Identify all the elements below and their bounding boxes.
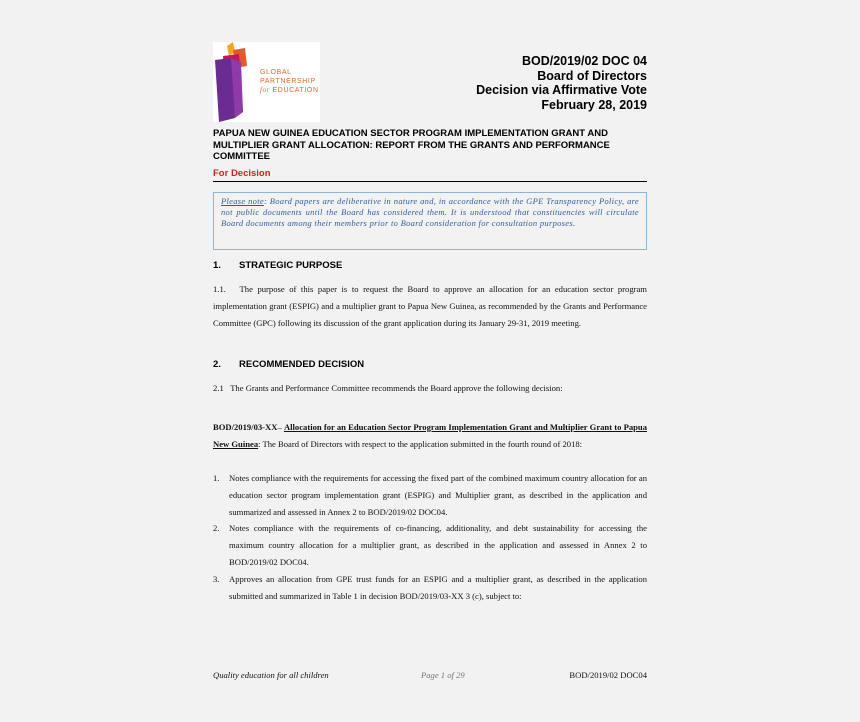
note-lead: Please note — [221, 196, 264, 206]
logo-line-1: GLOBAL — [260, 69, 292, 76]
footer-doc-id: BOD/2019/02 DOC04 — [569, 670, 647, 680]
list-item — [213, 470, 647, 520]
list-item-number: 1. — [213, 473, 220, 483]
decision-paragraph — [213, 419, 647, 453]
book-mark-icon — [213, 42, 263, 122]
list-item-text: Approves an allocation from GPE trust funds for an ESPIG and a multiplier grant, as described in the application submitted and summarized in Table 1 in decision BOD/2019/03-XX 3 (c), subject to: — [229, 573, 647, 601]
logo-for: for — [260, 86, 270, 94]
paragraph-2-1: 2.1 The Grants and Performance Committee recommends the Board approve the following decision: — [213, 383, 563, 393]
doc-date: February 28, 2019 — [541, 97, 647, 112]
logo-line-3 — [260, 86, 319, 95]
footer-tagline: Quality education for all children — [213, 670, 329, 680]
decision-heading: Allocation for an Education Sector Program Implementation Grant and Multiplier Grant to Papua New Guinea — [213, 422, 647, 449]
section-heading-1 — [213, 260, 342, 271]
section-number: 1. — [213, 260, 221, 271]
list-item — [213, 520, 647, 570]
note-text: : Board papers are deliberative in nature and, in accordance with the GPE Transparency Policy, are not public documents until the Board has considered them. It is understood that constituencies will circulate Board documents among their members prior to Board consideration for consultation purposes. — [221, 196, 640, 229]
board-label: Board of Directors — [537, 68, 647, 83]
decision-intro: : The Board of Directors with respect to the application submitted in the fourth round of 2018: — [258, 438, 583, 449]
section-heading-2 — [213, 359, 364, 370]
vote-label: Decision via Affirmative Vote — [476, 83, 647, 97]
logo-line-2: PARTNERSHIP — [260, 78, 316, 85]
section-title: STRATEGIC PURPOSE — [239, 260, 343, 271]
list-item-text: Notes compliance with the requirements of co-financing, additionality, and debt sustainability for accessing the maximum country allocation for a multiplier grant, as described in the application and assessed in Annex 2 to BOD/2019/02 DOC04. — [229, 523, 647, 567]
list-item-number: 3. — [213, 573, 220, 584]
page-number: Page 1 of 29 — [421, 670, 465, 680]
paragraph-1-1: 1.1. The purpose of this paper is to request the Board to approve an allocation for an education sector program implementation grant (ESPIG) and a multiplier grant to Papua New Guinea, as recommended by the Grants and Performance Committee (GPC) following its discussion of the grant application during its January 29-31, 2019 meeting. — [213, 284, 647, 328]
for-decision-label: For Decision — [213, 168, 271, 179]
doc-id: BOD/2019/02 DOC 04 — [521, 54, 647, 68]
document-title: PAPUA NEW GUINEA EDUCATION SECTOR PROGRAM IMPLEMENTATION GRANT AND MULTIPLIER GRANT ALLOCATION: REPORT FROM THE GRANTS AND PERFORMANCE COMMITTEE — [213, 128, 610, 162]
list-item-text: Notes compliance with the requirements for accessing the fixed part of the combined maximum country allocation for an education sector program implementation grant (ESPIG) and Multiplier grant, as described in the application and summarized and assessed in Annex 2 to BOD/2019/02 DOC04. — [229, 473, 647, 517]
section-number: 2. — [213, 359, 221, 370]
decision-list — [213, 470, 647, 604]
page-footer — [213, 670, 647, 680]
list-item-number: 2. — [213, 523, 220, 534]
gpe-logo — [213, 42, 320, 122]
logo-wordmark — [260, 68, 319, 95]
document-header — [476, 54, 647, 112]
decision-dash: – — [277, 422, 284, 432]
list-item — [213, 571, 647, 605]
title-divider — [213, 181, 647, 182]
note-box — [213, 192, 647, 250]
decision-code: BOD/2019/03-XX — [213, 422, 278, 432]
logo-education: EDUCATION — [269, 87, 319, 94]
section-title: RECOMMENDED DECISION — [239, 359, 365, 370]
